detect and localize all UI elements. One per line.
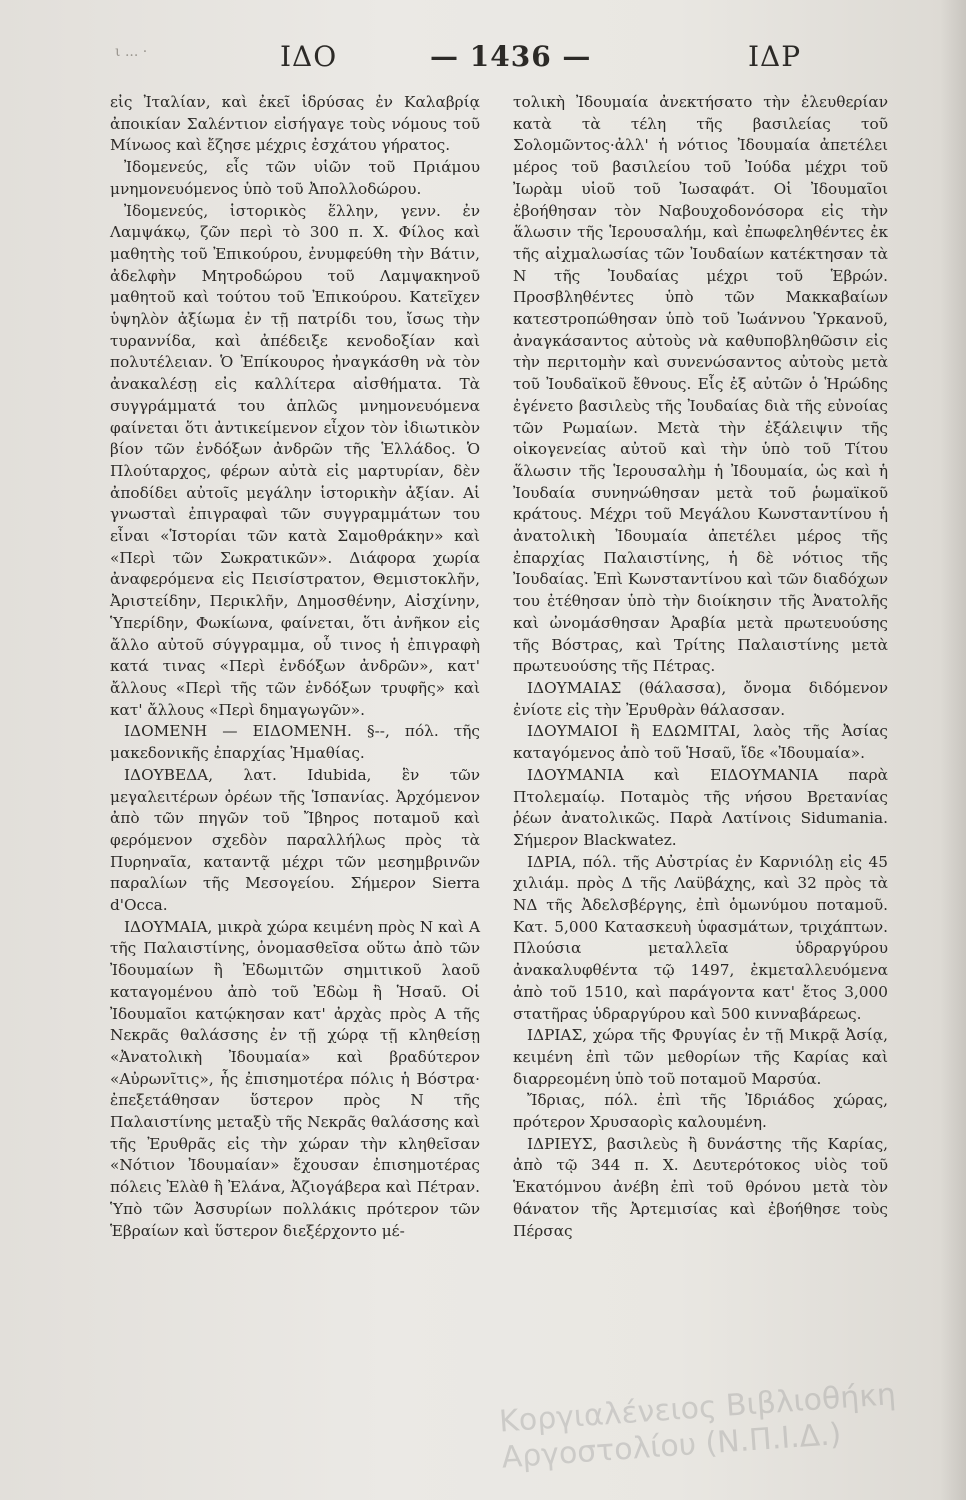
header-right-guide-word: ΙΔΡ xyxy=(748,40,802,73)
entry-idomeni: ΙΔΟΜΕΝΗ — ΕΙΔΟΜΕΝΗ. §--, πόλ. τῆς μακεδονικῆς ἐπαρχίας Ἠμαθίας. xyxy=(110,722,480,763)
page-edge-shadow xyxy=(940,0,966,1500)
right-column xyxy=(513,92,888,1242)
entry-idomeneus-historian: Ἰδομενεύς, ἱστορικὸς ἕλλην, γενν. ἐν Λαμψάκῳ, ζῶν περὶ τὸ 300 π. Χ. Φίλος καὶ μαθητὴς τοῦ Ἐπικούρου, ἐνυμφεύθη τὴν Βάτιν, ἀδελφὴν Μητροδώρου τοῦ Λαμψακηνοῦ μαθητοῦ καὶ τούτου τοῦ Ἐπικούρου. Κατεῖχεν ὑψηλὸν ἀξίωμα ἐν τῇ πατρίδι του, ἴσως τὴν τυραννίδα, καὶ ἀπέδειξε κενοδοξίαν καὶ πολυτέλειαν. Ὁ Ἐπίκουρος ἠναγκάσθη νὰ τὸν ἀνακαλέσῃ εἰς καλλίτερα αἰσθήματα. Τὰ συγγράμματά του ἁπλῶς μνημονευόμενα φαίνεται ὅτι ἀντικείμενον εἶχον τὸν ἰδιωτικὸν βίον τῶν ἐνδόξων ἀνδρῶν τῆς Ἑλλάδος. Ὁ Πλούταρχος, φέρων αὐτὰ εἰς μαρτυρίαν, δὲν ἀποδίδει αὐτοῖς μεγάλην ἱστορικὴν ἀξίαν. Αἱ γνωσταὶ ἐπιγραφαὶ τῶν συγγραμμάτων του εἶναι «Ἱστορίαι τῶν κατὰ Σαμοθράκην» καὶ «Περὶ τῶν Σωκρατικῶν». Διάφορα χωρία ἀναφερόμενα εἰς Πεισίστρατον, Θεμιστοκλῆν, Ἀριστείδην, Περικλῆν, Δημοσθένην, Αἰσχίνην, Ὑπερίδην, Φωκίωνα, φαίνεται, ὅτι ἀνῆκον εἰς ἄλλο αὐτοῦ σύγγραμμα, οὗ τινος ἡ ἐπιγραφὴ κατά τινας «Περὶ ἐνδόξων ἀνδρῶν», κατ' ἄλλους «Περὶ τῆς τῶν ἐνδόξων τρυφῆς» καὶ κατ' ἄλλους «Περὶ δημαγωγῶν». xyxy=(110,201,480,719)
entry-idrieus: ΙΔΡΙΕΥΣ, βασιλεὺς ἢ δυνάστης τῆς Καρίας, ἀπὸ τῷ 344 π. Χ. Δευτερότοκος υἱὸς τοῦ Ἑκατόμνου ἀνέβη ἐπὶ τοῦ θρόνου μετὰ τὸν θάνατον τῆς Ἀρτεμισίας καὶ ἐβοήθησε τοὺς Πέρσας xyxy=(513,1134,888,1240)
page-top-mark: ι ... · xyxy=(115,44,148,60)
entry-idoumaias-sea: ΙΔΟΥΜΑΙΑΣ (θάλασσα), ὄνομα διδόμενον ἐνίοτε εἰς τὴν Ἐρυθρὰν θάλασσαν. xyxy=(513,678,888,719)
entry-idrias: ΙΔΡΙΑΣ, χώρα τῆς Φρυγίας ἐν τῇ Μικρᾷ Ἀσίᾳ, κειμένη ἐπὶ τῶν μεθορίων τῆς Καρίας καὶ διαρρεομένη ὑπὸ τοῦ ποταμοῦ Μαρσύα. xyxy=(513,1026,888,1088)
page-number: — 1436 — xyxy=(430,40,592,73)
header-left-guide-word: ΙΔΟ xyxy=(280,40,338,73)
right-para-continuation: τολικὴ Ἰδουμαία ἀνεκτήσατο τὴν ἐλευθερίαν κατὰ τὰ τέλη τῆς βασιλείας τοῦ Σολομῶντος·ἀλλ' ἡ νότιος Ἰδουμαία ἀπετέλει μέρος τοῦ βασιλείου τοῦ Ἰούδα μέχρι τοῦ Ἰωρὰμ υἱοῦ τοῦ Ἰωσαφάτ. Οἱ Ἰδουμαῖοι ἐβοήθησαν τὸν Ναβουχοδονόσορα εἰς τὴν ἅλωσιν τῆς Ἱερουσαλήμ, καὶ ἐπωφεληθέντες ἐκ τῆς αἰχμαλωσίας τῶν Ἰουδαίων κατέκτησαν τὰ Ν τῆς Ἰουδαίας μέχρι τοῦ Ἑβρών. Προσβληθέντες ὑπὸ τῶν Μακκαβαίων κατεστροπώθησαν ὑπὸ τοῦ Ἰωάννου Ὑρκανοῦ, ἀναγκάσαντος αὐτοὺς νὰ καθυποβληθῶσιν εἰς τὴν περιτομὴν καὶ συνενώσαντος αὐτοὺς μετὰ τοῦ Ἰουδαϊκοῦ ἔθνους. Εἷς ἐξ αὐτῶν ὁ Ἡρώδης ἐγένετο βασιλεὺς τῆς Ἰουδαίας διὰ τῆς εὐνοίας τῶν Ρωμαίων. Μετὰ τὴν ἐξάλειψιν τῆς οἰκογενείας αὐτοῦ καὶ τὴν ὑπὸ τοῦ Τίτου ἅλωσιν τῆς Ἱερουσαλὴμ ἡ Ἰδουμαία, ὡς καὶ ἡ Ἰουδαία συνηνώθησαν μετὰ τοῦ ῥωμαϊκοῦ κράτους. Μέχρι τοῦ Μεγάλου Κωνσταντίνου ἡ ἀνατολικὴ Ἰδουμαία ἀπετέλει μέρος τῆς ἐπαρχίας Παλαιστίνης, ἡ δὲ νότιος τῆς Ἰουδαίας. Ἐπὶ Κωνσταντίνου καὶ τῶν διαδόχων του ἐτέθησαν ὑπὸ τὴν διοίκησιν τῆς Ἀνατολῆς καὶ ὠνομάσθησαν Ἀραβία μετὰ πρωτευούσης τῆς Βόστρας, καὶ Τρίτης Παλαιστίνης μετὰ πρωτευούσης τῆς Πέτρας. xyxy=(513,93,888,676)
entry-idrias-town: Ἴδριας, πόλ. ἐπὶ τῆς Ἰδριάδος χώρας, πρότερον Χρυσαορὶς καλουμένη. xyxy=(513,1091,888,1132)
entry-idoumaia: ΙΔΟΥΜΑΙΑ, μικρὰ χώρα κειμένη πρὸς Ν καὶ Α τῆς Παλαιστίνης, ὀνομασθεῖσα οὕτω ἀπὸ τῶν Ἰδουμαίων ἢ Ἐδωμιτῶν σημιτικοῦ λαοῦ καταγομένου ἀπὸ τοῦ Ἐδὼμ ἢ Ἡσαῦ. Οἱ Ἰδουμαῖοι κατῴκησαν κατ' ἀρχὰς πρὸς Α τῆς Νεκρᾶς θαλάσσης ἐν τῇ χώρᾳ τῇ κληθείσῃ «Ἀνατολικὴ Ἰδουμαία» καὶ βραδύτερον «Αὐρωνῖτις», ἧς ἐπισημοτέρα πόλις ἡ Βόστρα· ἐπεξετάθησαν ὕστερον πρὸς Ν τῆς Παλαιστίνης μεταξὺ τῆς Νεκρᾶς θαλάσσης καὶ τῆς Ἐρυθρᾶς εἰς τὴν χώραν τὴν κληθεῖσαν «Νότιον Ἰδουμαίαν» ἔχουσαν ἐπισημοτέρας πόλεις Ἐλὰθ ἢ Ἐλάνα, Ἀζιογάβερα καὶ Πέτραν. Ὑπὸ τῶν Ἀσσυρίων πολλάκις πρότερον τῶν Ἑβραίων καὶ ὕστερον διεξέρχοντο μέ- xyxy=(110,917,480,1240)
entry-idoumania: ΙΔΟΥΜΑΝΙΑ καὶ ΕΙΔΟΥΜΑΝΙΑ παρὰ Πτολεμαίῳ. Ποταμὸς τῆς νήσου Βρετανίας ῥέων ἀνατολικῶς. Παρὰ Λατίνοις Sidumania. Σήμερον Blackwatez. xyxy=(513,765,888,849)
left-para-continuation: εἰς Ἰταλίαν, καὶ ἐκεῖ ἱδρύσας ἐν Καλαβρίᾳ ἀποικίαν Σαλέντιον εἰσήγαγε τοὺς νόμους τοῦ Μίνωος καὶ ἔζησε μέχρις ἐσχάτου γήρατος. xyxy=(110,93,480,155)
left-column xyxy=(110,92,480,1242)
entry-idoumaioi: ΙΔΟΥΜΑΙΟΙ ἢ ΕΔΩΜΙΤΑΙ, λαὸς τῆς Ἀσίας καταγόμενος ἀπὸ τοῦ Ἡσαῦ, ἴδε «Ἰδουμαία». xyxy=(513,722,888,763)
page-header xyxy=(110,40,870,90)
entry-idoubeda: ΙΔΟΥΒΕΔΑ, λατ. Idubida, ἓν τῶν μεγαλειτέρων ὀρέων τῆς Ἱσπανίας. Ἀρχόμενον ἀπὸ τῶν πηγῶν τοῦ Ἴβηρος ποταμοῦ καὶ φερόμενον σχεδὸν παραλλήλως πρὸς τὰ Πυρηναῖα, καταντᾷ μέχρι τῶν μεσημβρινῶν παραλίων τῆς Μεσογείου. Σήμερον Sierra d'Occa. xyxy=(110,765,480,915)
entry-idomeneus-son-of-priam: Ἰδομενεύς, εἷς τῶν υἱῶν τοῦ Πριάμου μνημονευόμενος ὑπὸ τοῦ Ἀπολλοδώρου. xyxy=(110,158,480,198)
entry-idria: ΙΔΡΙΑ, πόλ. τῆς Αὐστρίας ἐν Καρνιόλῃ εἰς 45 χιλιάμ. πρὸς Δ τῆς Λαϋβάχης, καὶ 32 πρὸς τὰ ΝΔ τῆς Ἀδελσβέργης, ἐπὶ ὁμωνύμου ποταμοῦ. Κατ. 5,000 Κατασκευὴ ὑφασμάτων, τριχάπτων. Πλούσια μεταλλεῖα ὑδραργύρου ἀνακαλυφθέντα τῷ 1497, ἐκμεταλλευόμενα ἀπὸ τοῦ 1510, καὶ παράγοντα κατ' ἔτος 3,000 στατῆρας ὑδραργύρου καὶ 500 κινναβάρεως. xyxy=(513,852,888,1023)
library-watermark: Κοργιαλένειος Βιβλιοθήκη Αργοστολίου (Ν.Π.Ι.Δ.) xyxy=(498,1377,898,1476)
